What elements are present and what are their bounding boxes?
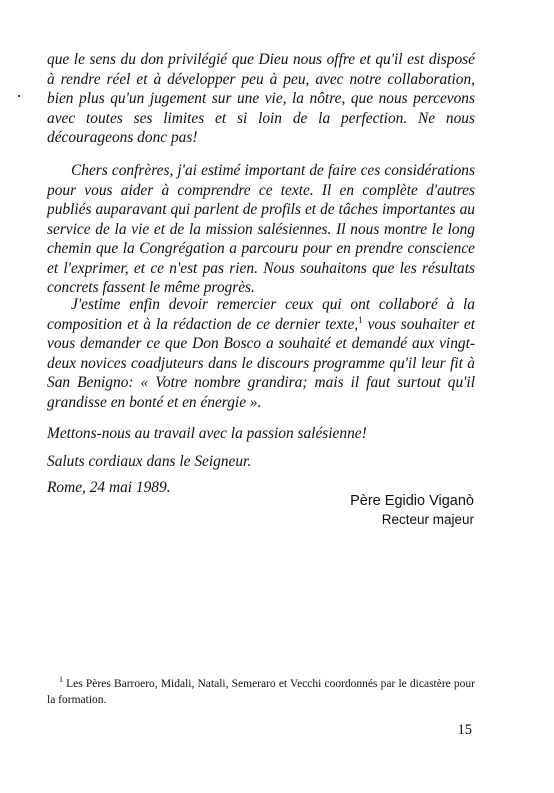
paragraph-remerciements-start: J'estime enfin devoir remercier ceux qui ont collaboré à la composition et à la rédaction de ce dernier texte, (47, 296, 475, 333)
page-number: 15 (457, 722, 472, 738)
footnote-text: Les Pères Barroero, Midali, Natali, Semeraro et Vecchi coordonnés par le dicastère pour la formation. (47, 678, 475, 706)
paragraph-remerciements-end: vous souhaiter et vous demander ce que Don Bosco a souhaité et demandé aux vingt-deux novices coadjuteurs dans le discours programme qu'il leur fit à San Benigno: « Votre nombre grandira; mais il faut surtout qu'il grandisse en bonté et en énergie ». (47, 315, 475, 411)
paragraph-chers-confreres: Chers confrères, j'ai estimé important de faire ces considérations pour vous aider à comprendre ce texte. Il en complète d'autres publiés auparavant qui parlent de profils et de tâches importantes au service de la vie et de la mission salésiennes. Il nous montre le long chemin que la Congrégation a parcouru pour en prendre conscience et l'exprimer, et ce n'est pas rien. Nous souhaitons que les résultats concrets fassent le même progrès. (47, 162, 475, 296)
paragraph-salutations: Saluts cordiaux dans le Seigneur. (47, 453, 252, 470)
margin-dot (18, 95, 20, 97)
signature-block (350, 491, 474, 529)
signatory-name: Père Egidio Viganò (350, 493, 474, 509)
footnote (47, 677, 475, 708)
place-date-line: Rome, 24 mai 1989. (47, 479, 171, 496)
footnote-reference[interactable]: 1 (358, 314, 363, 325)
signatory-title: Recteur majeur (381, 512, 474, 527)
paragraph-opening: que le sens du don privilégié que Dieu nous offre et qu'il est disposé à rendre réel et à développer peu à peu, avec notre collaboration, bien plus qu'un jugement sur une vie, la nôtre, que nous percevons avec toutes ses limites et si loin de la perfection. Ne nous décourageons donc pas! (47, 51, 475, 146)
paragraph-remerciements (47, 295, 475, 412)
footnote-marker: 1 (59, 675, 63, 685)
paragraph-exhortation: Mettons-nous au travail avec la passion salésienne! (47, 425, 367, 442)
